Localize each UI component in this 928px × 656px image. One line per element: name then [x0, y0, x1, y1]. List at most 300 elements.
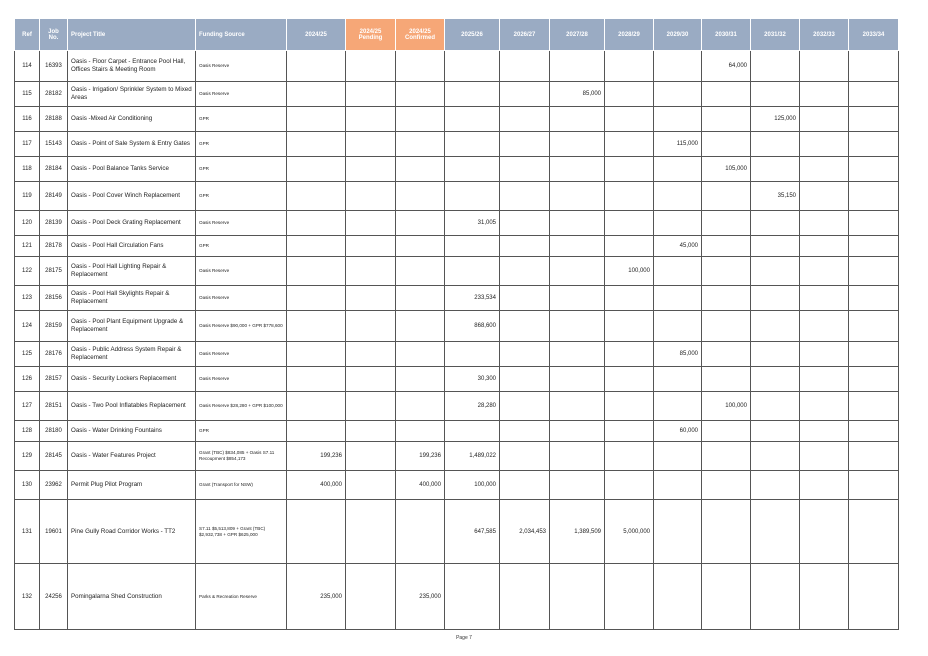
capital-works-table	[14, 18, 899, 630]
amount-cell	[500, 392, 550, 421]
amount-cell	[550, 367, 605, 392]
table-row	[15, 107, 899, 132]
col-project-title: Project Title	[68, 19, 196, 51]
job-no-cell: 28156	[40, 286, 68, 311]
amount-cell	[550, 257, 605, 286]
amount-cell	[605, 182, 654, 211]
ref-cell: 122	[15, 257, 40, 286]
amount-cell	[346, 311, 396, 342]
amount-cell: 60,000	[654, 421, 702, 442]
funding-source-cell: Oasis Reserve	[196, 51, 287, 82]
amount-cell	[654, 564, 702, 630]
amount-cell	[849, 157, 899, 182]
funding-source-cell: Oasis Reserve	[196, 342, 287, 367]
ref-cell: 119	[15, 182, 40, 211]
amount-cell	[346, 367, 396, 392]
amount-cell	[654, 392, 702, 421]
job-no-cell: 28188	[40, 107, 68, 132]
amount-cell: 235,000	[287, 564, 346, 630]
amount-cell	[751, 51, 800, 82]
amount-cell	[654, 157, 702, 182]
amount-cell	[550, 286, 605, 311]
amount-cell	[605, 564, 654, 630]
table-row	[15, 211, 899, 236]
amount-cell	[751, 257, 800, 286]
amount-cell	[849, 442, 899, 471]
table-row	[15, 421, 899, 442]
amount-cell	[287, 367, 346, 392]
table-row	[15, 564, 899, 630]
amount-cell	[605, 367, 654, 392]
amount-cell	[500, 182, 550, 211]
funding-source-cell: Oasis Reserve	[196, 211, 287, 236]
amount-cell: 45,000	[654, 236, 702, 257]
amount-cell	[445, 236, 500, 257]
amount-cell	[849, 82, 899, 107]
col-2025-26: 2025/26	[445, 19, 500, 51]
amount-cell	[849, 500, 899, 564]
amount-cell	[346, 51, 396, 82]
col-2024-25-confirmed: 2024/25 Confirmed	[396, 19, 445, 51]
amount-cell: 64,000	[702, 51, 751, 82]
amount-cell	[605, 132, 654, 157]
funding-source-cell: Oasis Reserve	[196, 257, 287, 286]
amount-cell	[849, 421, 899, 442]
amount-cell	[500, 211, 550, 236]
amount-cell	[346, 286, 396, 311]
amount-cell: 100,000	[702, 392, 751, 421]
amount-cell	[654, 257, 702, 286]
amount-cell: 105,000	[702, 157, 751, 182]
amount-cell	[287, 286, 346, 311]
funding-source-cell: Grant (Transport for NSW)	[196, 471, 287, 500]
amount-cell	[605, 211, 654, 236]
amount-cell: 5,000,000	[605, 500, 654, 564]
funding-source-cell: Oasis Reserve $28,280 + GPR $100,000	[196, 392, 287, 421]
amount-cell	[751, 564, 800, 630]
table-row	[15, 257, 899, 286]
amount-cell	[654, 442, 702, 471]
col-2026-27: 2026/27	[500, 19, 550, 51]
amount-cell	[550, 564, 605, 630]
table-row	[15, 286, 899, 311]
project-title-cell: Pomingalarna Shed Construction	[68, 564, 196, 630]
amount-cell: 100,000	[445, 471, 500, 500]
amount-cell	[751, 471, 800, 500]
amount-cell	[500, 257, 550, 286]
amount-cell	[287, 257, 346, 286]
amount-cell	[500, 286, 550, 311]
amount-cell	[849, 107, 899, 132]
amount-cell	[500, 82, 550, 107]
job-no-cell: 15143	[40, 132, 68, 157]
col-2030-31: 2030/31	[702, 19, 751, 51]
project-title-cell: Oasis - Water Drinking Fountains	[68, 421, 196, 442]
amount-cell: 233,534	[445, 286, 500, 311]
funding-source-cell: Parks & Recreation Reserve	[196, 564, 287, 630]
amount-cell	[702, 367, 751, 392]
amount-cell	[800, 132, 849, 157]
amount-cell	[287, 132, 346, 157]
amount-cell: 28,280	[445, 392, 500, 421]
ref-cell: 120	[15, 211, 40, 236]
col-2024-25: 2024/25	[287, 19, 346, 51]
amount-cell: 115,000	[654, 132, 702, 157]
amount-cell	[751, 342, 800, 367]
amount-cell	[605, 236, 654, 257]
funding-source-cell: Oasis Reserve	[196, 286, 287, 311]
amount-cell	[605, 392, 654, 421]
amount-cell	[500, 236, 550, 257]
table-row	[15, 182, 899, 211]
job-no-cell: 24256	[40, 564, 68, 630]
ref-cell: 116	[15, 107, 40, 132]
amount-cell	[800, 471, 849, 500]
amount-cell	[751, 442, 800, 471]
amount-cell	[800, 257, 849, 286]
amount-cell	[849, 471, 899, 500]
amount-cell	[287, 500, 346, 564]
amount-cell	[396, 392, 445, 421]
job-no-cell: 19601	[40, 500, 68, 564]
amount-cell	[849, 211, 899, 236]
amount-cell	[287, 107, 346, 132]
ref-cell: 130	[15, 471, 40, 500]
project-title-cell: Oasis - Public Address System Repair & Replacement	[68, 342, 196, 367]
amount-cell	[605, 286, 654, 311]
amount-cell	[800, 51, 849, 82]
amount-cell	[287, 311, 346, 342]
amount-cell	[849, 311, 899, 342]
amount-cell	[346, 82, 396, 107]
amount-cell	[346, 132, 396, 157]
amount-cell	[654, 471, 702, 500]
table-row	[15, 442, 899, 471]
job-no-cell: 28182	[40, 82, 68, 107]
amount-cell	[550, 311, 605, 342]
amount-cell	[800, 286, 849, 311]
amount-cell	[396, 286, 445, 311]
project-title-cell: Permit Plug Pilot Program	[68, 471, 196, 500]
amount-cell	[396, 500, 445, 564]
funding-source-cell: GPR	[196, 132, 287, 157]
amount-cell	[800, 342, 849, 367]
amount-cell	[849, 564, 899, 630]
amount-cell	[800, 367, 849, 392]
amount-cell	[702, 311, 751, 342]
amount-cell	[800, 157, 849, 182]
amount-cell	[445, 107, 500, 132]
project-title-cell: Oasis - Pool Hall Skylights Repair & Replacement	[68, 286, 196, 311]
col-funding-source: Funding Source	[196, 19, 287, 51]
amount-cell	[550, 421, 605, 442]
project-title-cell: Oasis - Two Pool Inflatables Replacement	[68, 392, 196, 421]
amount-cell	[500, 342, 550, 367]
amount-cell	[500, 442, 550, 471]
amount-cell	[396, 367, 445, 392]
amount-cell	[346, 471, 396, 500]
amount-cell	[550, 211, 605, 236]
amount-cell: 85,000	[550, 82, 605, 107]
amount-cell	[445, 257, 500, 286]
amount-cell	[800, 564, 849, 630]
amount-cell	[849, 236, 899, 257]
amount-cell	[445, 82, 500, 107]
header-row	[15, 19, 899, 51]
amount-cell	[654, 367, 702, 392]
project-title-cell: Oasis - Pool Cover Winch Replacement	[68, 182, 196, 211]
amount-cell	[396, 311, 445, 342]
amount-cell: 400,000	[396, 471, 445, 500]
job-no-cell: 28145	[40, 442, 68, 471]
amount-cell	[500, 107, 550, 132]
amount-cell	[445, 342, 500, 367]
amount-cell	[550, 132, 605, 157]
table-row	[15, 392, 899, 421]
amount-cell	[396, 257, 445, 286]
table-row	[15, 311, 899, 342]
amount-cell	[702, 182, 751, 211]
amount-cell	[287, 82, 346, 107]
col-2033-34: 2033/34	[849, 19, 899, 51]
amount-cell	[287, 392, 346, 421]
project-title-cell: Oasis - Point of Sale System & Entry Gates	[68, 132, 196, 157]
amount-cell: 2,034,453	[500, 500, 550, 564]
amount-cell	[550, 51, 605, 82]
amount-cell	[500, 51, 550, 82]
amount-cell	[751, 132, 800, 157]
amount-cell	[396, 107, 445, 132]
amount-cell	[702, 564, 751, 630]
ref-cell: 132	[15, 564, 40, 630]
amount-cell	[287, 342, 346, 367]
amount-cell	[702, 132, 751, 157]
col-2024-25-pending: 2024/25 Pending	[346, 19, 396, 51]
amount-cell	[654, 82, 702, 107]
col-2028-29: 2028/29	[605, 19, 654, 51]
amount-cell	[346, 236, 396, 257]
amount-cell	[605, 342, 654, 367]
funding-source-cell: GPR	[196, 107, 287, 132]
amount-cell	[702, 342, 751, 367]
amount-cell: 868,600	[445, 311, 500, 342]
amount-cell: 199,236	[287, 442, 346, 471]
amount-cell	[849, 51, 899, 82]
funding-source-cell: GPR	[196, 236, 287, 257]
amount-cell	[396, 421, 445, 442]
amount-cell	[605, 157, 654, 182]
amount-cell	[800, 500, 849, 564]
amount-cell	[396, 157, 445, 182]
amount-cell	[396, 182, 445, 211]
job-no-cell: 28178	[40, 236, 68, 257]
amount-cell	[702, 236, 751, 257]
amount-cell	[445, 421, 500, 442]
amount-cell	[800, 82, 849, 107]
amount-cell	[800, 236, 849, 257]
amount-cell	[800, 442, 849, 471]
amount-cell	[287, 421, 346, 442]
amount-cell	[550, 157, 605, 182]
amount-cell	[800, 182, 849, 211]
table-row	[15, 471, 899, 500]
project-title-cell: Pine Gully Road Corridor Works - TT2	[68, 500, 196, 564]
project-title-cell: Oasis - Pool Plant Equipment Upgrade & Replacement	[68, 311, 196, 342]
page-number: Page 7	[456, 635, 472, 641]
amount-cell	[849, 342, 899, 367]
amount-cell	[346, 342, 396, 367]
amount-cell	[396, 132, 445, 157]
amount-cell	[346, 157, 396, 182]
amount-cell	[550, 182, 605, 211]
amount-cell	[396, 342, 445, 367]
amount-cell	[346, 442, 396, 471]
amount-cell	[702, 107, 751, 132]
amount-cell: 400,000	[287, 471, 346, 500]
col-2027-28: 2027/28	[550, 19, 605, 51]
amount-cell	[654, 311, 702, 342]
project-title-cell: Oasis - Water Features Project	[68, 442, 196, 471]
job-no-cell: 28180	[40, 421, 68, 442]
amount-cell	[751, 211, 800, 236]
amount-cell	[654, 211, 702, 236]
job-no-cell: 28159	[40, 311, 68, 342]
amount-cell	[849, 132, 899, 157]
amount-cell	[751, 500, 800, 564]
amount-cell	[751, 311, 800, 342]
ref-cell: 117	[15, 132, 40, 157]
amount-cell	[654, 500, 702, 564]
ref-cell: 125	[15, 342, 40, 367]
amount-cell	[445, 132, 500, 157]
funding-source-cell: GPR	[196, 421, 287, 442]
amount-cell	[654, 182, 702, 211]
project-title-cell: Oasis - Irrigation/ Sprinkler System to Mixed Areas	[68, 82, 196, 107]
amount-cell	[751, 392, 800, 421]
amount-cell	[396, 82, 445, 107]
project-title-cell: Oasis - Pool Deck Grating Replacement	[68, 211, 196, 236]
ref-cell: 115	[15, 82, 40, 107]
amount-cell	[751, 157, 800, 182]
amount-cell	[550, 471, 605, 500]
funding-source-cell: Oasis Reserve	[196, 367, 287, 392]
amount-cell	[346, 211, 396, 236]
funding-source-cell: GPR	[196, 157, 287, 182]
amount-cell	[702, 82, 751, 107]
table-row	[15, 236, 899, 257]
amount-cell	[605, 421, 654, 442]
job-no-cell: 28139	[40, 211, 68, 236]
amount-cell	[702, 286, 751, 311]
amount-cell	[550, 342, 605, 367]
amount-cell: 35,150	[751, 182, 800, 211]
amount-cell: 1,489,022	[445, 442, 500, 471]
amount-cell	[287, 211, 346, 236]
amount-cell	[702, 257, 751, 286]
job-no-cell: 23962	[40, 471, 68, 500]
amount-cell	[346, 182, 396, 211]
project-title-cell: Oasis - Pool Hall Circulation Fans	[68, 236, 196, 257]
amount-cell	[751, 236, 800, 257]
job-no-cell: 28151	[40, 392, 68, 421]
funding-source-cell: Grant (TBC) $834,085 + Oasis S7.11 Recoupment $854,173	[196, 442, 287, 471]
amount-cell	[800, 107, 849, 132]
amount-cell	[445, 564, 500, 630]
ref-cell: 121	[15, 236, 40, 257]
amount-cell	[800, 211, 849, 236]
amount-cell	[346, 421, 396, 442]
amount-cell	[849, 182, 899, 211]
amount-cell	[445, 51, 500, 82]
amount-cell	[751, 82, 800, 107]
amount-cell	[849, 367, 899, 392]
amount-cell	[605, 51, 654, 82]
amount-cell	[550, 392, 605, 421]
amount-cell: 30,300	[445, 367, 500, 392]
amount-cell	[346, 500, 396, 564]
job-no-cell: 28149	[40, 182, 68, 211]
project-title-cell: Oasis -Mixed Air Conditioning	[68, 107, 196, 132]
funding-source-cell: Oasis Reserve $90,000 + GPR $778,600	[196, 311, 287, 342]
col-ref: Ref	[15, 19, 40, 51]
col-2029-30: 2029/30	[654, 19, 702, 51]
amount-cell	[396, 236, 445, 257]
ref-cell: 114	[15, 51, 40, 82]
amount-cell	[605, 471, 654, 500]
ref-cell: 126	[15, 367, 40, 392]
amount-cell	[702, 442, 751, 471]
col-2031-32: 2031/32	[751, 19, 800, 51]
amount-cell	[751, 367, 800, 392]
amount-cell: 100,000	[605, 257, 654, 286]
amount-cell	[605, 82, 654, 107]
job-no-cell: 28176	[40, 342, 68, 367]
amount-cell	[445, 157, 500, 182]
table-body	[15, 51, 899, 630]
funding-source-cell: Oasis Reserve	[196, 82, 287, 107]
amount-cell	[287, 157, 346, 182]
amount-cell	[751, 421, 800, 442]
amount-cell	[849, 392, 899, 421]
ref-cell: 127	[15, 392, 40, 421]
project-title-cell: Oasis - Security Lockers Replacement	[68, 367, 196, 392]
amount-cell	[500, 471, 550, 500]
amount-cell	[654, 107, 702, 132]
amount-cell: 85,000	[654, 342, 702, 367]
table-row	[15, 51, 899, 82]
project-title-cell: Oasis - Floor Carpet - Entrance Pool Hall, Offices Stairs & Meeting Room	[68, 51, 196, 82]
amount-cell: 31,005	[445, 211, 500, 236]
amount-cell: 235,000	[396, 564, 445, 630]
amount-cell	[346, 107, 396, 132]
amount-cell	[800, 392, 849, 421]
amount-cell	[500, 132, 550, 157]
amount-cell	[702, 471, 751, 500]
amount-cell: 1,389,509	[550, 500, 605, 564]
job-no-cell: 16393	[40, 51, 68, 82]
amount-cell	[550, 442, 605, 471]
amount-cell	[500, 157, 550, 182]
amount-cell	[654, 51, 702, 82]
amount-cell	[287, 51, 346, 82]
amount-cell	[849, 286, 899, 311]
amount-cell	[849, 257, 899, 286]
amount-cell	[800, 421, 849, 442]
amount-cell	[346, 392, 396, 421]
amount-cell	[500, 311, 550, 342]
amount-cell	[702, 421, 751, 442]
ref-cell: 123	[15, 286, 40, 311]
